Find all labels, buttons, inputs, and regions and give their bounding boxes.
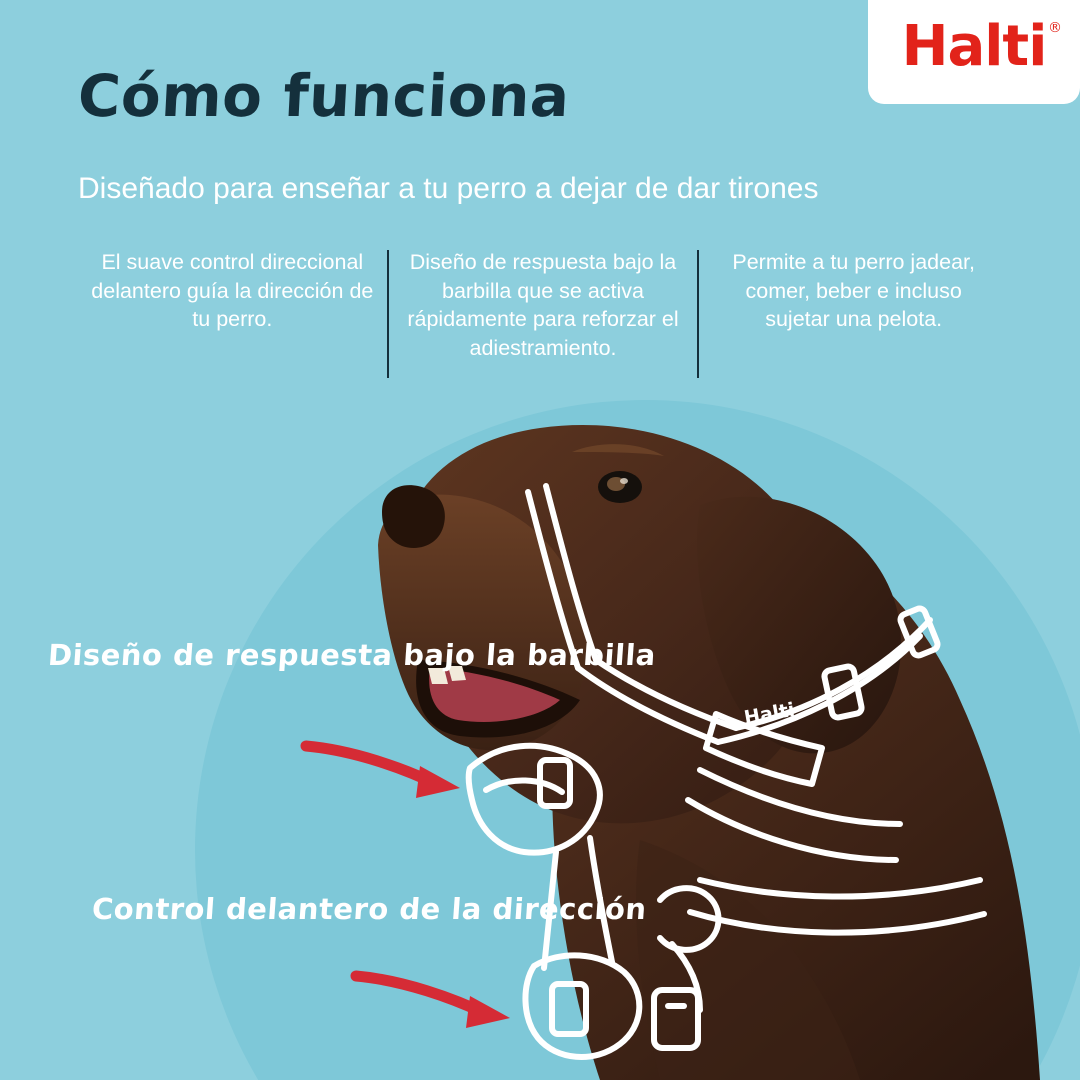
benefit-item-1: El suave control direccional delantero guía la dirección de tu perro. bbox=[91, 250, 374, 332]
page-title: Cómo funciona bbox=[76, 62, 572, 130]
callout-label-chin-response bbox=[47, 636, 658, 675]
halti-strap-tag: Halti bbox=[742, 698, 797, 730]
red-arrow-right-icon-2 bbox=[350, 960, 530, 1040]
halti-logo-text: Halti bbox=[901, 14, 1047, 79]
benefit-item-2: Diseño de respuesta bajo la barbilla que se activa rápidamente para reforzar el adiestramiento. bbox=[407, 250, 679, 360]
page-subtitle: Diseñado para enseñar a tu perro a dejar de dar tirones bbox=[78, 172, 819, 205]
halti-logo-badge bbox=[868, 0, 1080, 104]
callout-label-front-control bbox=[91, 890, 648, 929]
red-arrow-right-icon-1 bbox=[300, 730, 480, 810]
callout-2-text: Control delantero de la dirección bbox=[90, 892, 648, 926]
registered-trademark-icon: ® bbox=[1048, 20, 1062, 36]
callout-1-text: Diseño de respuesta bajo la barbilla bbox=[46, 638, 658, 672]
benefit-item-3: Permite a tu perro jadear, comer, beber e incluso sujetar una pelota. bbox=[732, 250, 975, 332]
benefits-row bbox=[78, 248, 1008, 378]
